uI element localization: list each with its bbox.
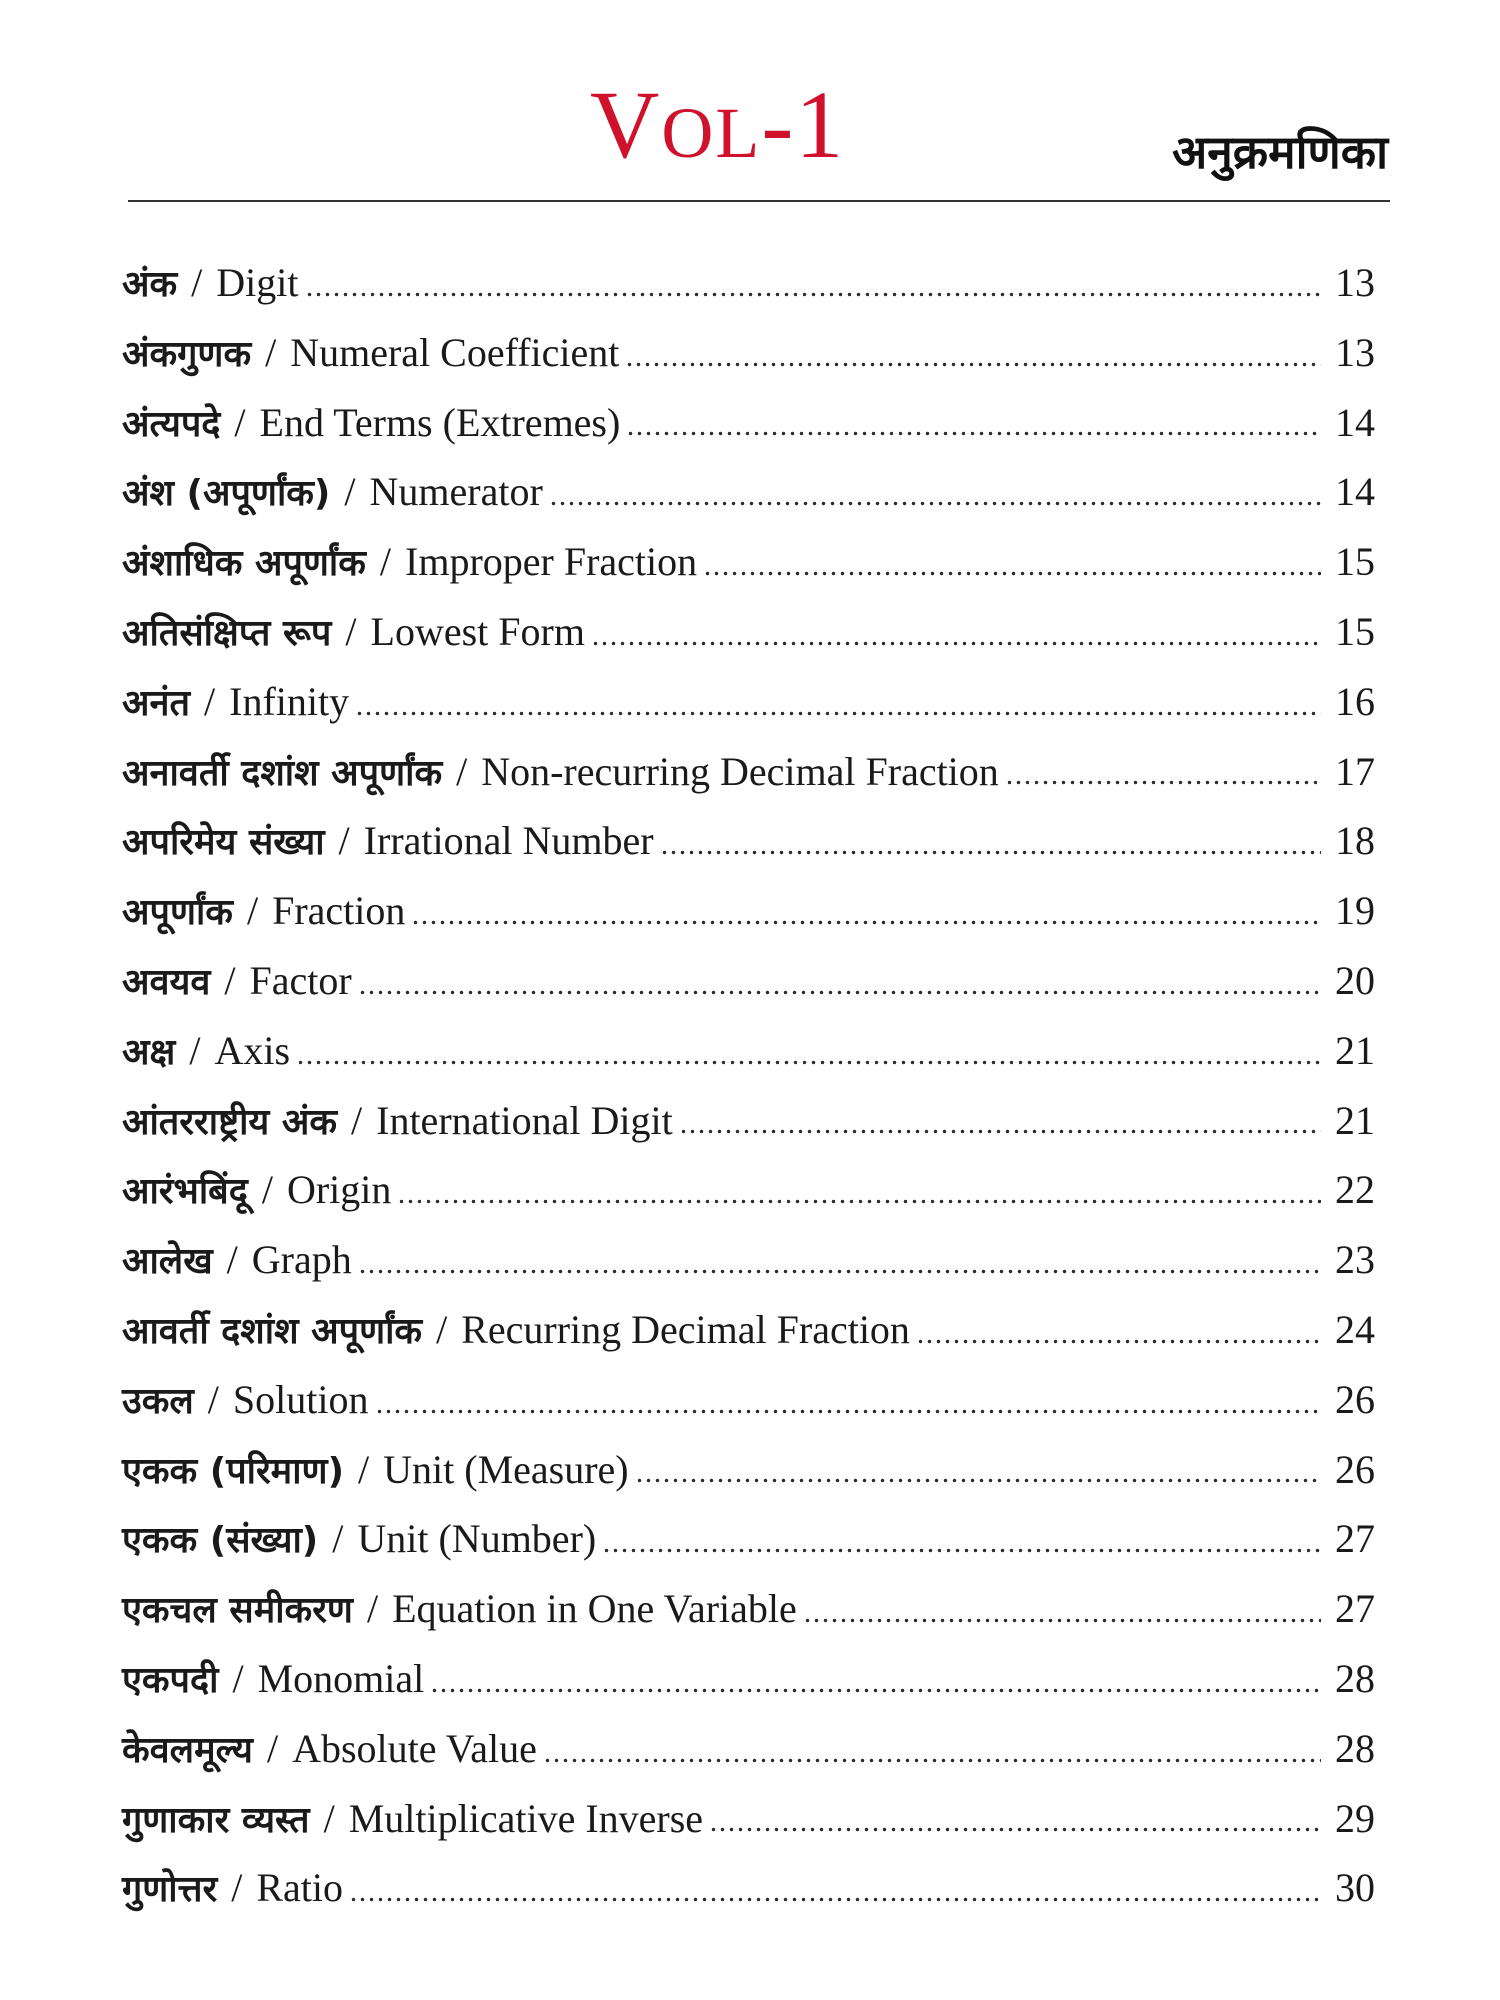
volume-title [590,70,845,188]
toc-entry-english-term: Fraction [272,888,406,934]
toc-entry-separator: / [323,1795,335,1841]
toc-entry[interactable] [122,1155,1375,1225]
toc-entry-dot-leader [305,263,1321,303]
toc-entry-english-term: Digit [216,260,299,305]
toc-entry-marathi-term: केवलमूल्य [122,1729,253,1771]
toc-entry[interactable] [122,737,1375,807]
toc-entry-marathi-term: एकक (संख्या) [122,1520,319,1562]
toc-entry-page-number: 23 [1335,1237,1375,1283]
toc-entry-dot-leader [1005,751,1321,791]
toc-entry-marathi-term: आलेख [122,1241,213,1283]
toc-entry-marathi-term: अनंत [122,682,191,724]
toc-entry[interactable] [122,318,1375,388]
toc-entry-dot-leader [916,1310,1321,1350]
toc-entry-dot-leader [543,1729,1321,1769]
toc-entry-english-term: Recurring Decimal Fraction [461,1306,910,1352]
toc-entry[interactable] [122,597,1375,667]
toc-entry-separator: / [456,748,468,794]
toc-entry-dot-leader [635,1449,1321,1489]
toc-entry-page-number: 21 [1335,1097,1375,1143]
toc-entry-english-term: Solution [232,1376,369,1422]
toc-entry-marathi-term: अवयव [122,961,211,1003]
toc-entry-page-number: 26 [1335,1376,1375,1422]
toc-entry-marathi-term: अपरिमेय संख्या [122,822,325,864]
toc-entry-english-term: Ratio [256,1865,344,1911]
toc-entry-dot-leader [602,1519,1321,1559]
toc-entry[interactable] [122,1365,1375,1435]
toc-entry-english-term: Axis [214,1027,291,1073]
toc-entry-marathi-term: अंकगुणक [122,333,252,375]
toc-entry-marathi-term: गुणोत्तर [122,1869,218,1911]
toc-entry-marathi-term: अंक [122,264,178,305]
toc-entry-dot-leader [625,333,1321,373]
toc-entry-english-term: Multiplicative Inverse [348,1795,704,1841]
toc-entry-marathi-term: अंश (अपूर्णांक) [122,473,331,515]
toc-entry-separator: / [204,678,216,724]
toc-entry-separator: / [332,1516,344,1562]
toc-entry-separator: / [436,1306,448,1352]
toc-entry-dot-leader [296,1031,1321,1071]
toc-entry-marathi-term: गुणाकार व्यस्त [122,1799,310,1841]
toc-entry-dot-leader [591,612,1321,652]
toc-entry-dot-leader [679,1100,1321,1140]
toc-entry-separator: / [266,1725,279,1771]
toc-entry-separator: / [246,888,259,934]
toc-entry-page-number: 19 [1335,888,1375,934]
toc-entry-page-number: 22 [1335,1167,1375,1213]
toc-entry-separator: / [265,329,277,375]
toc-entry-marathi-term: एकक (परिमाण) [122,1450,345,1492]
volume-title-smallcaps: OL [661,93,762,173]
toc-entry-marathi-term: अंत्यपदे [122,403,221,445]
toc-entry-page-number: 21 [1335,1027,1375,1073]
toc-entry-separator: / [379,539,392,585]
toc-entry-english-term: Numerator [369,469,543,515]
toc-entry[interactable] [122,806,1375,876]
toc-entry-separator: / [234,399,246,445]
toc-entry[interactable] [122,1504,1375,1574]
toc-entry-separator: / [351,1097,363,1143]
toc-entry-page-number: 14 [1335,399,1375,445]
toc-entry-page-number: 13 [1335,329,1375,375]
toc-entry[interactable] [122,1225,1375,1295]
toc-entry-marathi-term: आवर्ती दशांश अपूर्णांक [122,1310,423,1352]
toc-entry-page-number: 17 [1335,748,1375,794]
toc-entry-english-term: Monomial [257,1655,425,1701]
toc-entry[interactable] [122,1086,1375,1156]
toc-entry-dot-leader [709,1798,1321,1838]
toc-entry-separator: / [224,957,236,1003]
toc-entry-separator: / [231,1865,243,1911]
toc-entry-marathi-term: अतिसंक्षिप्त रूप [122,612,332,654]
toc-entry-page-number: 14 [1335,469,1375,515]
toc-entry-english-term: International Digit [376,1097,673,1143]
toc-entry[interactable] [122,1435,1375,1505]
toc-entry-english-term: Factor [249,957,352,1003]
toc-entry-page-number: 15 [1335,539,1375,585]
toc-entry-dot-leader [355,682,1321,722]
toc-entry-english-term: Improper Fraction [405,539,698,585]
toc-entry-marathi-term: अंशाधिक अपूर्णांक [122,543,366,585]
toc-entry-dot-leader [430,1659,1321,1699]
toc-entry[interactable] [122,248,1375,318]
toc-entry-dot-leader [626,402,1321,442]
toc-entry[interactable] [122,1784,1375,1854]
toc-entry-marathi-term: अक्ष [122,1031,176,1073]
toc-entry-page-number: 16 [1335,678,1375,724]
toc-entry-page-number: 29 [1335,1795,1375,1841]
toc-entry-english-term: Non-recurring Decimal Fraction [481,748,999,794]
table-of-contents [122,248,1375,1923]
toc-entry-page-number: 27 [1335,1586,1375,1632]
toc-entry-page-number: 13 [1335,260,1375,305]
toc-entry-dot-leader [358,1240,1321,1280]
volume-title-initial: V [590,71,662,178]
toc-entry[interactable] [122,1644,1375,1714]
toc-entry-english-term: Graph [251,1237,352,1283]
toc-entry[interactable] [122,1295,1375,1365]
toc-entry-page-number: 26 [1335,1446,1375,1492]
toc-entry-separator: / [358,1446,370,1492]
toc-entry[interactable] [122,527,1375,597]
toc-entry-marathi-term: आरंभबिंदू [122,1171,248,1213]
toc-entry-page-number: 30 [1335,1865,1375,1911]
toc-entry-dot-leader [660,821,1321,861]
toc-entry-page-number: 28 [1335,1725,1375,1771]
toc-entry-dot-leader [549,472,1321,512]
toc-entry[interactable] [122,667,1375,737]
toc-entry[interactable] [122,388,1375,458]
toc-entry-dot-leader [411,891,1321,931]
toc-entry-dot-leader [358,961,1321,1001]
toc-entry-page-number: 15 [1335,608,1375,654]
toc-entry-marathi-term: एकपदी [122,1659,219,1701]
toc-entry-english-term: Numeral Coefficient [290,329,620,375]
toc-entry-dot-leader [803,1589,1321,1629]
toc-entry-separator: / [226,1237,238,1283]
toc-entry-english-term: Origin [286,1167,392,1213]
toc-entry-separator: / [345,608,357,654]
toc-entry-english-term: Unit (Number) [357,1516,597,1562]
index-heading: अनुक्रमणिका [1172,125,1388,179]
toc-entry-english-term: Unit (Measure) [383,1446,629,1492]
toc-entry[interactable] [122,1714,1375,1784]
toc-entry-english-term: Irrational Number [363,818,654,864]
toc-entry-english-term: Absolute Value [292,1725,537,1771]
volume-title-number: -1 [761,71,846,178]
toc-entry-marathi-term: एकचल समीकरण [122,1590,353,1632]
toc-entry-separator: / [191,260,203,305]
header-divider [128,200,1390,202]
toc-entry-marathi-term: उकल [122,1380,194,1422]
toc-entry-dot-leader [703,542,1321,582]
toc-entry[interactable] [122,946,1375,1016]
toc-entry-marathi-term: आंतरराष्ट्रीय अंक [122,1101,337,1143]
toc-entry-marathi-term: अपूर्णांक [122,892,233,934]
toc-entry-separator: / [189,1027,201,1073]
toc-entry-page-number: 28 [1335,1655,1375,1701]
toc-entry-separator: / [344,469,356,515]
toc-entry-dot-leader [397,1170,1321,1210]
toc-entry[interactable] [122,876,1375,946]
toc-entry-separator: / [366,1586,379,1632]
toc-entry-page-number: 27 [1335,1516,1375,1562]
toc-entry-english-term: Lowest Form [370,608,585,654]
toc-entry-dot-leader [375,1380,1321,1420]
toc-entry-separator: / [207,1376,219,1422]
toc-entry-marathi-term: अनावर्ती दशांश अपूर्णांक [122,752,443,794]
toc-entry-separator: / [338,818,350,864]
toc-entry[interactable] [122,1853,1375,1923]
toc-entry-page-number: 20 [1335,957,1375,1003]
toc-entry[interactable] [122,1016,1375,1086]
toc-entry-english-term: Infinity [229,678,350,724]
toc-entry-english-term: Equation in One Variable [392,1586,797,1632]
toc-entry[interactable] [122,1574,1375,1644]
toc-entry-dot-leader [349,1868,1321,1908]
toc-entry-page-number: 24 [1335,1306,1375,1352]
toc-entry-separator: / [232,1655,244,1701]
toc-entry-page-number: 18 [1335,818,1375,864]
toc-entry[interactable] [122,457,1375,527]
toc-entry-separator: / [261,1167,273,1213]
toc-entry-english-term: End Terms (Extremes) [259,399,621,445]
